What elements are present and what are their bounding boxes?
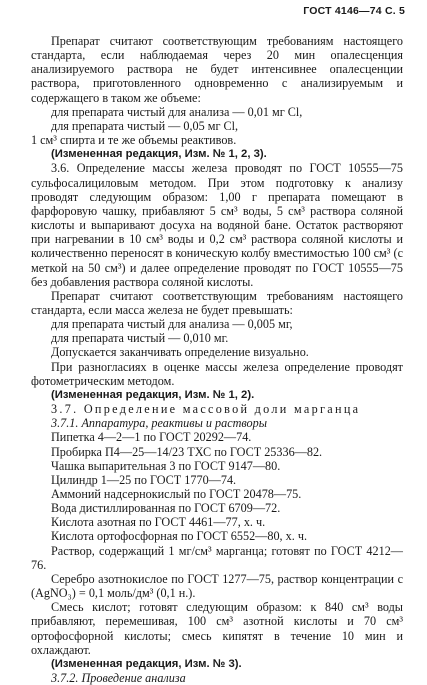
item-ammonium-persulfate: Аммоний надсернокислый по ГОСТ 20478—75. [51, 487, 302, 501]
item-evaporating-dish: Чашка выпарительная 3 по ГОСТ 9147—80. [51, 458, 281, 473]
item-manganese-solution: Раствор, содержащий 1 мг/см³ марганца; готовят по ГОСТ 4212—76. [31, 543, 403, 572]
amendment-note-2: (Измененная редакция, Изм. № 1, 2). [51, 388, 255, 401]
amendment-note-1: (Измененная редакция, Изм. № 1, 2, 3). [51, 148, 267, 161]
item-silver-nitrate: Серебро азотнокислое по ГОСТ 1277—75, раствор концентрации c (AgNO₃) = 0,1 моль/дм³ (0,1 н.). [31, 571, 403, 601]
paragraph-opalescence-criterion: Препарат считают соответствующим требованиям настоящего стандарта, если наблюдаемая через 20 мин опалесценция анализируемого раствора не будет интенсивнее опалесценции раствора, приготовленного одновременно с анализируемым и содержащего в таком же объеме: [31, 34, 403, 105]
limit-pure-grade-cl: для препарата чистый — 0,05 мг Cl, [51, 118, 239, 133]
limit-pure-grade-fe: для препарата чистый — 0,010 мг. [51, 331, 229, 346]
item-distilled-water: Вода дистиллированная по ГОСТ 6709—72. [51, 501, 281, 516]
limit-analytical-grade-fe: для препарата чистый для анализа — 0,005 мг, [51, 317, 293, 332]
item-phosphoric-acid: Кислота ортофосфорная по ГОСТ 6552—80, х. ч. [51, 529, 307, 544]
subsection-heading-analysis: 3.7.2. Проведение анализа [51, 671, 186, 685]
document-body [31, 34, 403, 685]
item-pipette: Пипетка 4—2—1 по ГОСТ 20292—74. [51, 430, 252, 445]
reagents-note: 1 см³ спирта и те же объемы реактивов. [31, 133, 237, 148]
section-heading-manganese: 3.7. Определение массовой доли марганца [51, 402, 361, 417]
amendment-note-3: (Измененная редакция, Изм. № 3). [51, 657, 242, 670]
item-acid-mixture: Смесь кислот; готовят следующим образом: к 840 см³ воды прибавляют, перемешивая, 100 см³ азотной кислоты и 70 см³ ортофосфорной кислоты; смесь кипятят в течение 10 мин и охлаждают. [31, 600, 403, 657]
visual-determination-note: Допускается заканчивать определение визуально. [51, 345, 309, 360]
paragraph-iron-criterion: Препарат считают соответствующим требованиям настоящего стандарта, если масса железа не будет превышать: [31, 288, 403, 317]
item-cylinder: Цилиндр 1—25 по ГОСТ 1770—74. [51, 472, 237, 487]
item-test-tube: Пробирка П4—25—14/23 ТХС по ГОСТ 25336—82. [51, 444, 323, 459]
paragraph-iron-determination: 3.6. Определение массы железа проводят по ГОСТ 10555—75 сульфосалициловым методом. При этом подготовку к анализу проводят следующим образом: 1,00 г препарата помещают в фарфоровую чашку, прибавляют 5 см³ воды, 5 см³ раствора соляной кислоты и выпаривают досуха на водяной бане. Остаток растворяют при нагревании в 10 см³ воды и 0,2 см³ раствора соляной кислоты и количественно переносят в коническую колбу вместимостью 100 см³ (с меткой на 50 см³) и далее определение проводят по ГОСТ 10555—75 без добавления раствора соляной кислоты. [31, 161, 403, 289]
limit-analytical-grade-cl: для препарата чистый для анализа — 0,01 мг Cl, [51, 104, 303, 119]
subsection-heading-equipment: 3.7.1. Аппаратура, реактивы и растворы [51, 416, 267, 431]
photometric-method-note: При разногласиях в оценке массы железа определение проводят фотометрическим методом. [31, 359, 403, 388]
page-header: ГОСТ 4146—74 С. 5 [303, 5, 405, 17]
item-nitric-acid: Кислота азотная по ГОСТ 4461—77, х. ч. [51, 515, 266, 530]
